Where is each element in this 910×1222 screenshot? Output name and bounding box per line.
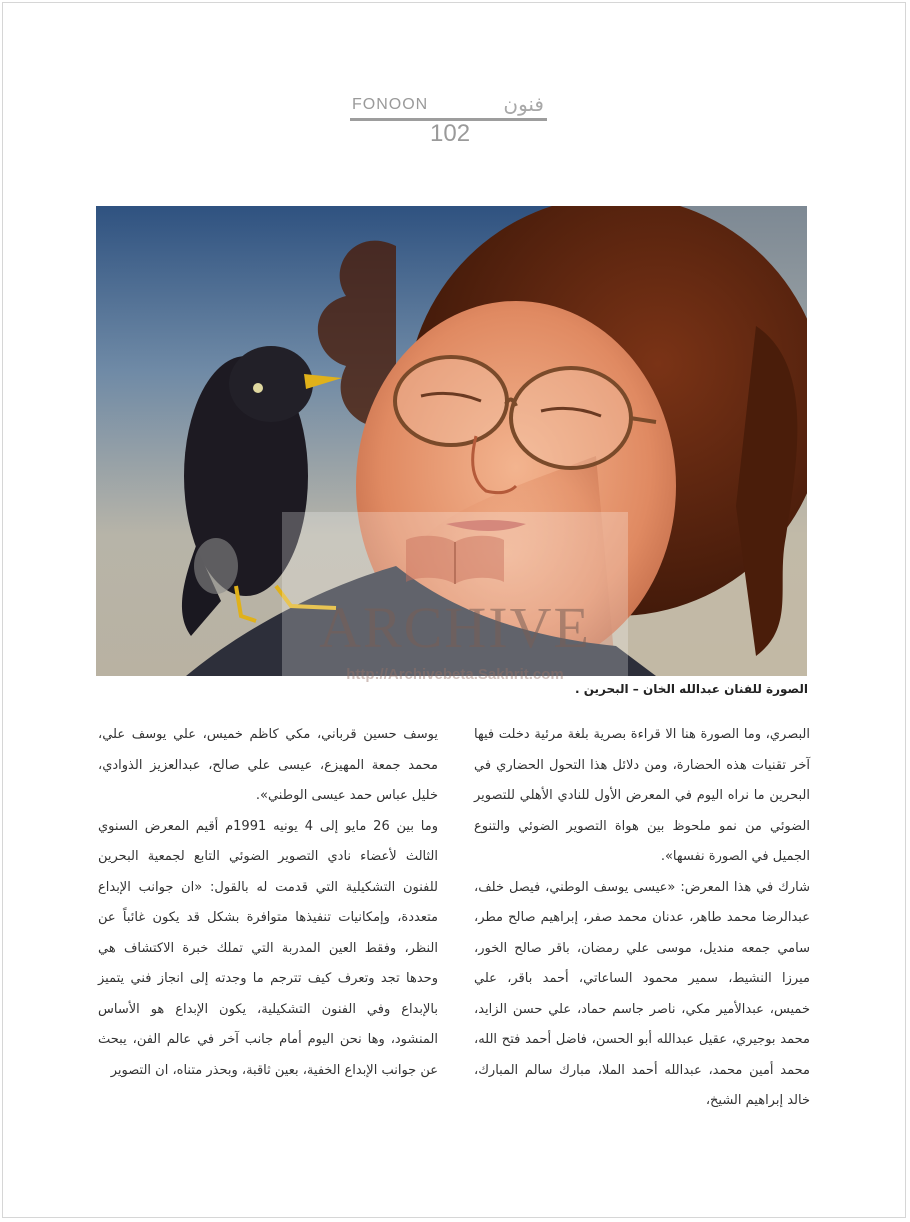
photo-caption: الصورة للفنان عبدالله الخان – البحرين .	[574, 682, 808, 696]
paragraph: يوسف حسين قرباني، مكي كاظم خميس، علي يوسف علي، محمد جمعة المهيزع، عيسى علي صالح، عبدالعزيز الذوادي، خليل عباس حمد عيسى الوطني».	[98, 727, 438, 803]
article-column-right	[474, 720, 810, 1117]
magazine-title-latin: FONOON	[352, 96, 429, 113]
article-column-left	[98, 720, 438, 1086]
page-header	[350, 92, 550, 156]
book-icon	[402, 532, 508, 592]
magazine-title-arabic: فنون	[503, 92, 544, 116]
page-number: 102	[430, 120, 471, 147]
paragraph: البصري، وما الصورة هنا الا قراءة بصرية بلغة مرئية دخلت فيها آخر تقنيات هذه الحضارة، ومن دلائل هذا التحول الحضاري في البحرين ما نراه اليوم في المعرض الأول للنادي الأهلي للتصوير الضوئي من نمو ملحوظ بين هواة التصوير الضوئي والتنوع الجميل في الصورة نفسها».	[474, 727, 810, 864]
watermark-url: http://Archivebeta.Sakhrit.com	[346, 666, 564, 683]
paragraph: شارك في هذا المعرض: «عيسى يوسف الوطني، فيصل خلف، عبدالرضا محمد طاهر، عدنان محمد صفر، إبراهيم صالح مطر، سامي جمعه منديل، موسى علي رمضان، باقر صالح الخور، ميرزا النشيط، سمير محمود الساعاتي، أحمد باقر، علي خميس، عبدالأمير مكي، ناصر جاسم حماد، علي حسن الزايد، محمد بوجيري، عقيل عبدالله أبو الحسن، فاضل أحمد فتح الله، محمد أمين محمد، عبدالله أحمد الملا، مبارك سالم المبارك، خالد إبراهيم الشيخ،	[474, 879, 810, 1108]
watermark-word: ARCHIVE	[319, 595, 591, 660]
paragraph: وما بين 26 مايو إلى 4 يونيه 1991م أقيم المعرض السنوي الثالث لأعضاء نادي التصوير الضوئي التابع لجمعية البحرين للفنون التشكيلية التي قدمت له بالقول: «ان جوانب الإبداع متعددة، وإمكانيات تنفيذها متوافرة بشكل قد يكون غائباً عن النظر، وفقط العين المدربة التي تملك خبرة الاكتشاف هي وحدها تجد وتعرف كيف تترجم ما وجدته إلى انجاز فني يتميز بالإبداع وفي الفنون التشكيلية، يكون الإبداع هو الأساس المنشود، وها نحن اليوم أمام جانب آخر في عالم الفن، يبحث عن جوانب الإبداع الخفية، بعين ثاقبة، وبحذر متناه، ان التصوير	[98, 818, 439, 1078]
archive-watermark	[282, 512, 628, 684]
